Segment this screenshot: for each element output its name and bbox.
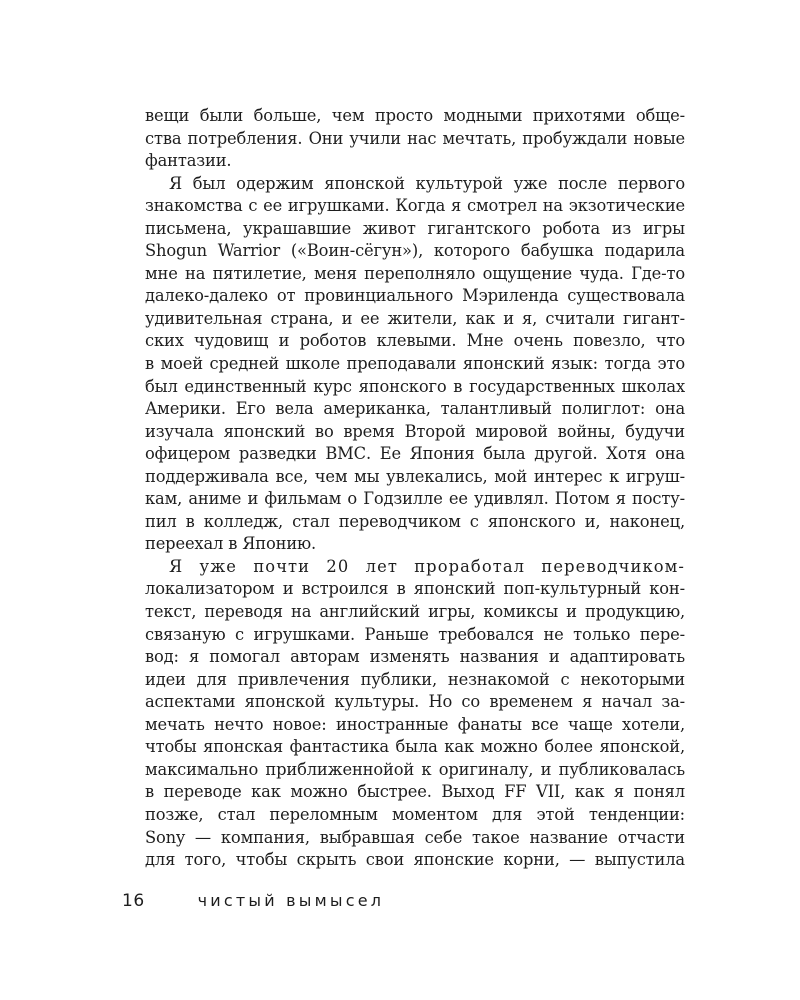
text-line: связаную с игрушками. Раньше требовался не только перe- [145, 624, 685, 644]
text-line: аспектами японской культуры. Но со временем я начал за- [145, 692, 685, 712]
text-line: в переводе как можно быстрее. Выход FF VII, как я понял [145, 782, 685, 802]
text-line: Я уже почти 20 лет проработал переводчиком- [169, 556, 685, 576]
text-line: удивительная страна, и ее жители, как и я, считали гигант- [145, 308, 685, 328]
text-line: ства потребления. Они учили нас мечтать, пробуждали новые [145, 128, 685, 148]
text-line: кам, аниме и фильмам о Годзилле ее удивлял. Потом я посту- [145, 489, 685, 509]
text-line: локализатором и встроился в японский поп-культурный кон- [145, 579, 685, 599]
text-line: для того, чтобы скрыть свои японские корни, — выпустила [145, 850, 685, 870]
paragraph-1 [145, 105, 685, 173]
text-line: переехал в Японию. [145, 534, 317, 554]
text-line: далеко-далеко от провинциального Мэриленда существовала [145, 286, 685, 306]
text-line: Shogun Warrior («Воин-сёгун»), которого бабушка подарила [145, 241, 685, 261]
text-line: ских чудовищ и роботов клевыми. Мне очень повезло, что [145, 331, 685, 351]
text-line: Я был одержим японской культурой уже после первого [169, 173, 685, 193]
text-line: был единственный курс японского в государственных школах [145, 376, 685, 396]
text-line: мне на пятилетие, меня переполняло ощущение чуда. Где-то [145, 263, 685, 283]
paragraph-3 [145, 556, 685, 872]
text-line: текст, переводя на английский игры, комиксы и продукцию, [145, 602, 685, 622]
page-number: 16 [122, 891, 145, 911]
text-line: знакомства с ее игрушками. Когда я смотрел на экзотические [145, 196, 685, 216]
text-line: мечать нечто новое: иностранные фанаты все чаще хотели, [145, 714, 685, 734]
text-line: изучала японский во время Второй мировой войны, будучи [145, 421, 685, 441]
body-text [145, 105, 685, 872]
text-line: чтобы японская фантастика была как можно более японской, [145, 737, 685, 757]
text-line: фантазии. [145, 151, 232, 171]
text-line: пил в колледж, стал переводчиком с японского и, наконец, [145, 511, 685, 531]
text-line: Sony — компания, выбравшая себе такое название отчасти [145, 827, 685, 847]
text-line: в моей средней школе преподавали японский язык: тогда это [145, 354, 685, 374]
text-line: письмена, украшавшие живот гигантского робота из игры [145, 218, 685, 238]
text-line: офицером разведки ВМС. Ее Япония была другой. Хотя она [145, 444, 685, 464]
page-footer [122, 891, 384, 915]
text-line: максимально приближеннойой к оригиналу, и публиковалась [145, 759, 685, 779]
paragraph-2 [145, 173, 685, 556]
running-title: чистый вымысел [197, 891, 385, 910]
text-line: идеи для привлечения публики, незнакомой с некоторыми [145, 669, 685, 689]
text-line: позже, стал переломным моментом для этой тенденции: [145, 804, 685, 824]
text-line: Америки. Его вела американка, талантливый полиглот: она [145, 399, 685, 419]
text-line: поддерживала все, чем мы увлекались, мой интерес к игруш- [145, 466, 685, 486]
text-line: вод: я помогал авторам изменять названия и адаптировать [145, 647, 685, 667]
text-line: вещи были больше, чем просто модными прихотями обще- [145, 106, 685, 125]
